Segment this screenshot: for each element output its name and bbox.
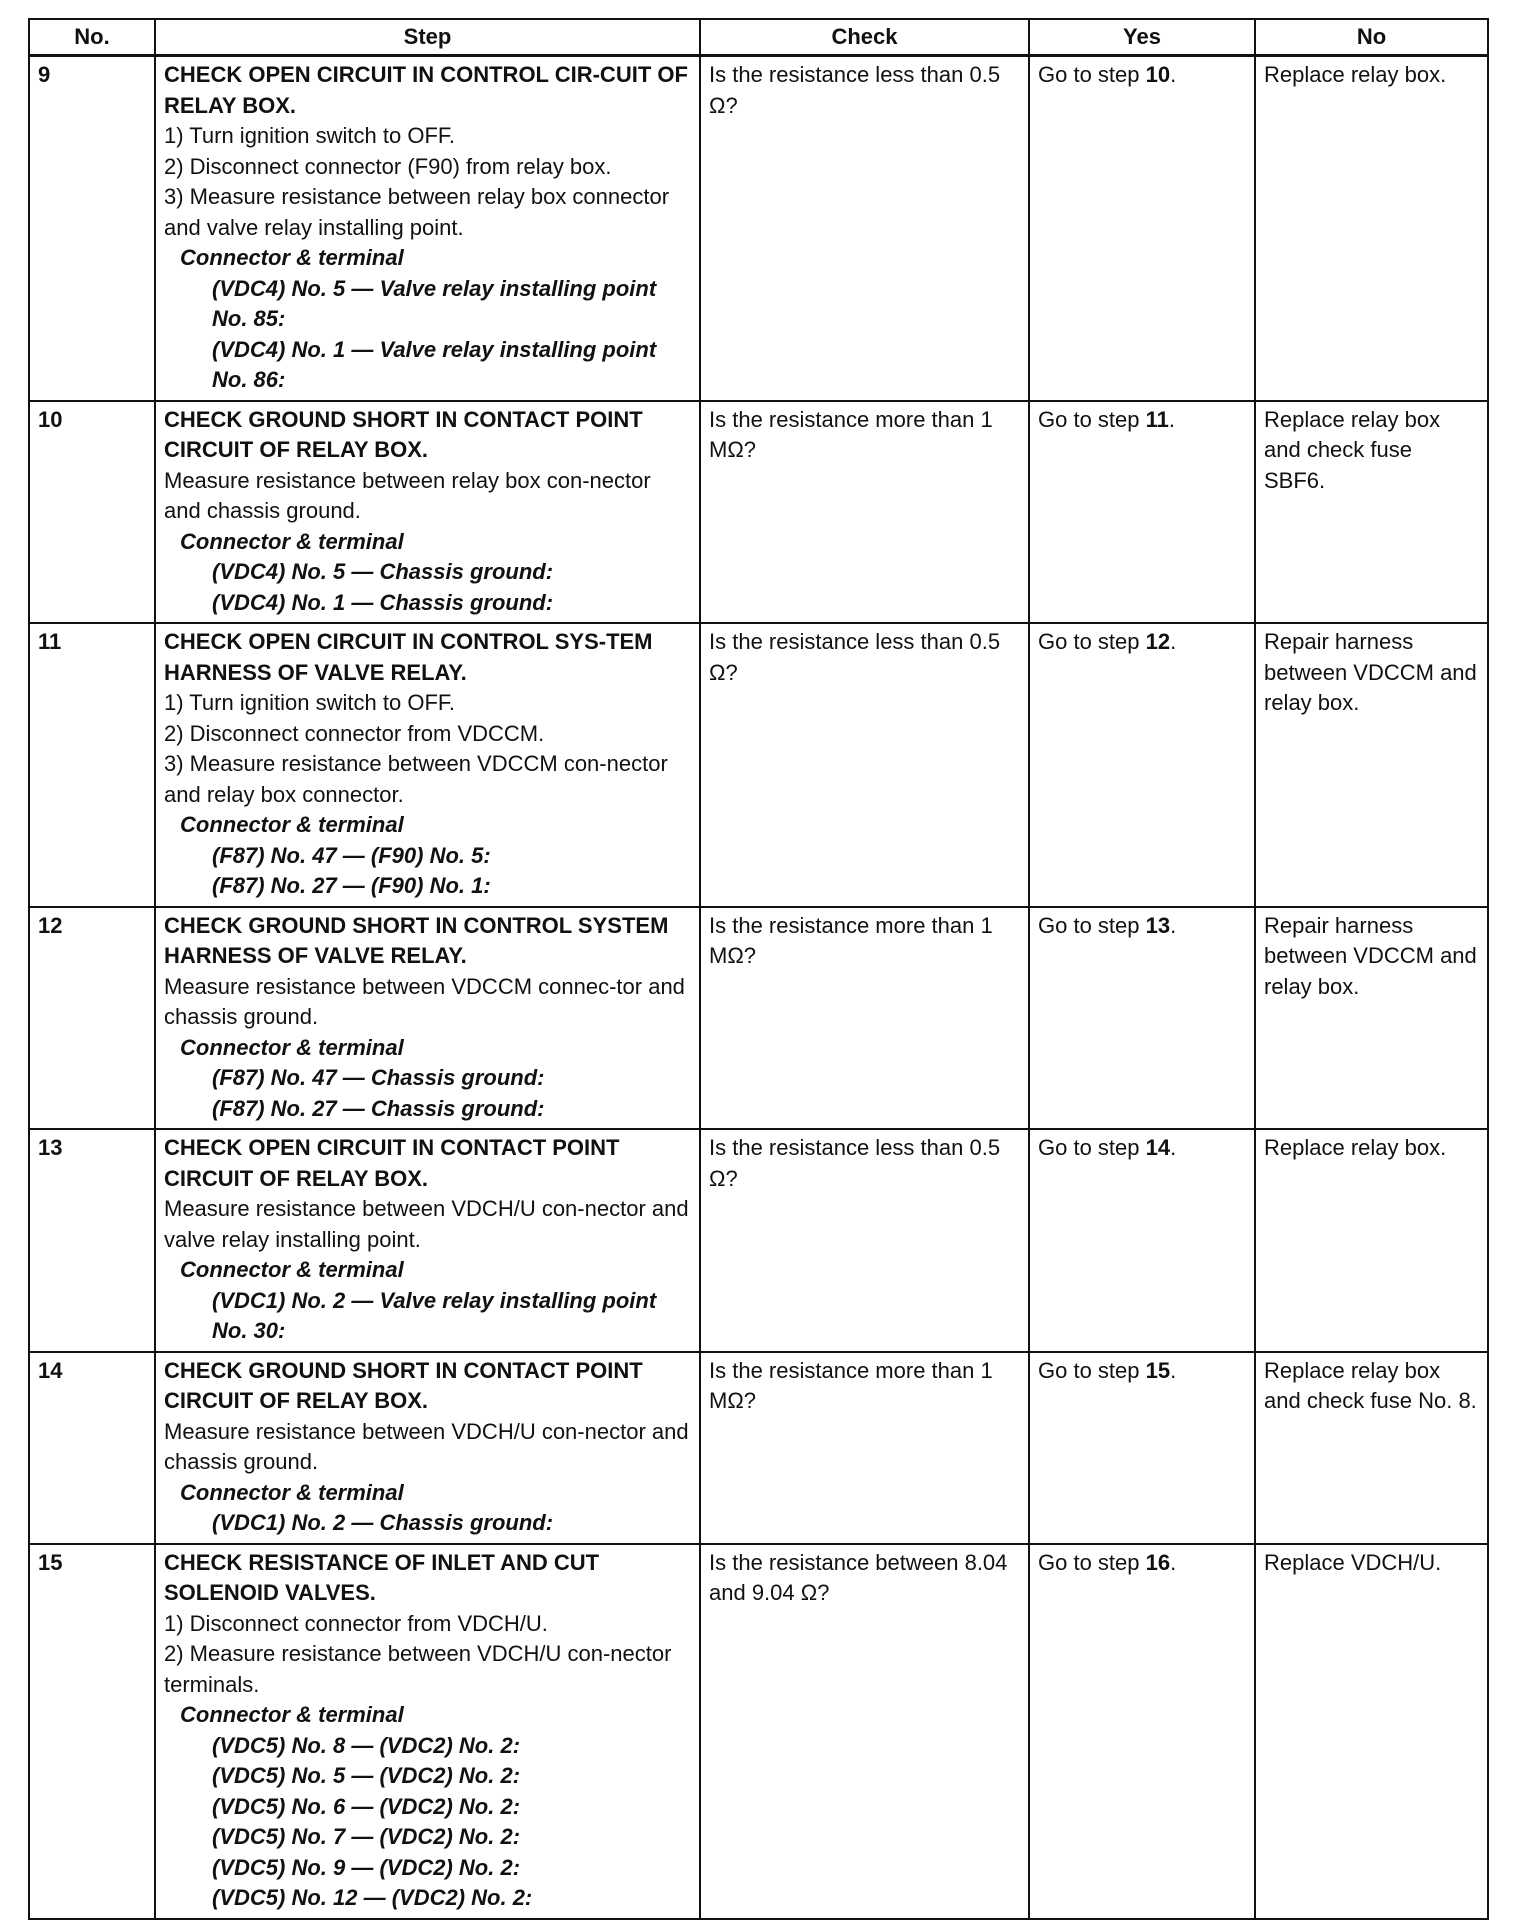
step-instruction: 1) Turn ignition switch to OFF. — [164, 690, 455, 715]
table-row — [29, 1352, 1488, 1544]
yes-step-number: 11 — [1145, 406, 1169, 432]
step-title: CHECK GROUND SHORT IN CONTACT POINT CIRCUIT OF RELAY BOX. — [164, 406, 643, 462]
yes-step-number: 16 — [1145, 1549, 1171, 1575]
yes-cell — [1029, 1544, 1255, 1919]
step-number: 9 — [29, 56, 155, 401]
no-action-cell: Repair harness between VDCCM and relay box. — [1255, 623, 1488, 907]
yes-prefix: Go to step — [1038, 62, 1146, 87]
connector-terminal: (VDC5) No. 5 — (VDC2) No. 2: — [212, 1763, 521, 1788]
step-number: 13 — [29, 1129, 155, 1352]
step-instruction: 2) Measure resistance between VDCH/U con-nector terminals. — [164, 1641, 672, 1697]
step-cell — [155, 401, 700, 624]
step-number: 10 — [29, 401, 155, 624]
yes-step-number: 15 — [1145, 1357, 1171, 1383]
step-cell — [155, 623, 700, 907]
yes-prefix: Go to step — [1038, 406, 1146, 432]
yes-suffix: . — [1170, 1135, 1177, 1160]
step-title: CHECK OPEN CIRCUIT IN CONTROL SYS-TEM HARNESS OF VALVE RELAY. — [164, 629, 653, 685]
step-title: CHECK OPEN CIRCUIT IN CONTROL CIR-CUIT OF RELAY BOX. — [164, 62, 688, 118]
yes-suffix: . — [1168, 406, 1176, 432]
step-instruction: 2) Disconnect connector (F90) from relay box. — [164, 153, 612, 179]
connector-terminal: (F87) No. 47 — (F90) No. 5: — [212, 842, 491, 868]
connector-terminal: (VDC1) No. 2 — Valve relay installing point No. 30: — [212, 1287, 657, 1343]
connector-terminal: (VDC5) No. 12 — (VDC2) No. 2: — [212, 1885, 533, 1910]
yes-cell — [1029, 1352, 1255, 1544]
step-title: CHECK OPEN CIRCUIT IN CONTACT POINT CIRCUIT OF RELAY BOX. — [164, 1135, 620, 1191]
connector-heading: Connector & terminal — [180, 528, 404, 554]
step-title: CHECK GROUND SHORT IN CONTACT POINT CIRCUIT OF RELAY BOX. — [164, 1357, 643, 1413]
connector-terminal: (VDC1) No. 2 — Chassis ground: — [212, 1510, 554, 1535]
header-no-action: No — [1255, 19, 1488, 56]
check-cell: Is the resistance more than 1 MΩ? — [700, 907, 1029, 1130]
table-row — [29, 56, 1488, 401]
diagnostic-table — [28, 18, 1489, 1920]
header-step: Step — [155, 19, 700, 56]
table-row — [29, 1544, 1488, 1919]
yes-suffix: . — [1170, 62, 1177, 87]
connector-heading: Connector & terminal — [180, 1702, 404, 1727]
check-cell: Is the resistance less than 0.5 Ω? — [700, 56, 1029, 401]
step-instruction: Measure resistance between VDCH/U con-nector and valve relay installing point. — [164, 1196, 689, 1252]
yes-step-number: 14 — [1145, 1135, 1171, 1160]
connector-terminal: (VDC4) No. 5 — Chassis ground: — [212, 559, 554, 584]
connector-terminal: (VDC4) No. 5 — Valve relay installing point No. 85: — [212, 275, 657, 331]
no-action-cell: Replace relay box and check fuse No. 8. — [1255, 1352, 1488, 1544]
step-instruction: 3) Measure resistance between VDCCM con-nector and relay box connector. — [164, 751, 668, 807]
header-row — [29, 19, 1488, 56]
step-instruction: 2) Disconnect connector from VDCCM. — [164, 720, 545, 746]
connector-terminal: (VDC5) No. 8 — (VDC2) No. 2: — [212, 1732, 521, 1758]
no-action-cell: Repair harness between VDCCM and relay box. — [1255, 907, 1488, 1130]
step-instruction: Measure resistance between relay box con-nector and chassis ground. — [164, 467, 651, 523]
header-yes: Yes — [1029, 19, 1255, 56]
step-instruction: 1) Turn ignition switch to OFF. — [164, 123, 455, 148]
yes-prefix: Go to step — [1038, 1135, 1146, 1160]
connector-terminal: (F87) No. 27 — (F90) No. 1: — [212, 873, 491, 898]
check-cell: Is the resistance more than 1 MΩ? — [700, 1352, 1029, 1544]
yes-cell — [1029, 1129, 1255, 1352]
yes-cell — [1029, 401, 1255, 624]
check-cell: Is the resistance more than 1 MΩ? — [700, 401, 1029, 624]
step-cell — [155, 1544, 700, 1919]
yes-prefix: Go to step — [1038, 912, 1146, 938]
step-instruction: 3) Measure resistance between relay box connector and valve relay installing point. — [164, 184, 670, 240]
connector-terminal: (F87) No. 47 — Chassis ground: — [212, 1065, 545, 1090]
table-row — [29, 401, 1488, 624]
connector-terminal: (VDC5) No. 9 — (VDC2) No. 2: — [212, 1854, 521, 1880]
yes-prefix: Go to step — [1038, 1357, 1146, 1383]
connector-heading: Connector & terminal — [180, 812, 404, 837]
step-cell — [155, 907, 700, 1130]
step-title: CHECK RESISTANCE OF INLET AND CUT SOLENOID VALVES. — [164, 1549, 600, 1605]
yes-prefix: Go to step — [1038, 629, 1146, 654]
table-row — [29, 623, 1488, 907]
yes-step-number: 12 — [1145, 629, 1171, 654]
yes-suffix: . — [1170, 1549, 1177, 1575]
table-row — [29, 907, 1488, 1130]
check-cell: Is the resistance between 8.04 and 9.04 Ω? — [700, 1544, 1029, 1919]
step-instruction: Measure resistance between VDCH/U con-nector and chassis ground. — [164, 1418, 689, 1474]
yes-step-number: 13 — [1145, 912, 1171, 938]
connector-terminal: (VDC4) No. 1 — Chassis ground: — [212, 589, 554, 615]
connector-heading: Connector & terminal — [180, 1479, 404, 1505]
step-cell — [155, 1352, 700, 1544]
step-instruction: Measure resistance between VDCCM connec-tor and chassis ground. — [164, 973, 685, 1029]
check-cell: Is the resistance less than 0.5 Ω? — [700, 1129, 1029, 1352]
header-no: No. — [29, 19, 155, 56]
step-title: CHECK GROUND SHORT IN CONTROL SYSTEM HARNESS OF VALVE RELAY. — [164, 912, 669, 968]
connector-heading: Connector & terminal — [180, 1034, 404, 1060]
step-cell — [155, 1129, 700, 1352]
step-number: 14 — [29, 1352, 155, 1544]
no-action-cell: Replace relay box. — [1255, 56, 1488, 401]
connector-terminal: (VDC5) No. 7 — (VDC2) No. 2: — [212, 1824, 521, 1849]
yes-suffix: . — [1170, 1357, 1177, 1383]
check-cell: Is the resistance less than 0.5 Ω? — [700, 623, 1029, 907]
table-row — [29, 1129, 1488, 1352]
connector-terminal: (VDC5) No. 6 — (VDC2) No. 2: — [212, 1793, 521, 1819]
no-action-cell: Replace relay box and check fuse SBF6. — [1255, 401, 1488, 624]
yes-cell — [1029, 56, 1255, 401]
connector-heading: Connector & terminal — [180, 1257, 404, 1282]
step-number: 12 — [29, 907, 155, 1130]
step-number: 15 — [29, 1544, 155, 1919]
connector-terminal: (VDC4) No. 1 — Valve relay installing point No. 86: — [212, 336, 657, 392]
yes-cell — [1029, 623, 1255, 907]
yes-suffix: . — [1170, 912, 1177, 938]
yes-cell — [1029, 907, 1255, 1130]
connector-terminal: (F87) No. 27 — Chassis ground: — [212, 1095, 545, 1121]
no-action-cell: Replace relay box. — [1255, 1129, 1488, 1352]
step-number: 11 — [29, 623, 155, 907]
yes-step-number: 10 — [1145, 62, 1171, 87]
no-action-cell: Replace VDCH/U. — [1255, 1544, 1488, 1919]
yes-suffix: . — [1170, 629, 1177, 654]
yes-prefix: Go to step — [1038, 1549, 1146, 1575]
step-instruction: 1) Disconnect connector from VDCH/U. — [164, 1610, 548, 1636]
connector-heading: Connector & terminal — [180, 245, 404, 270]
step-cell — [155, 56, 700, 401]
header-check: Check — [700, 19, 1029, 56]
